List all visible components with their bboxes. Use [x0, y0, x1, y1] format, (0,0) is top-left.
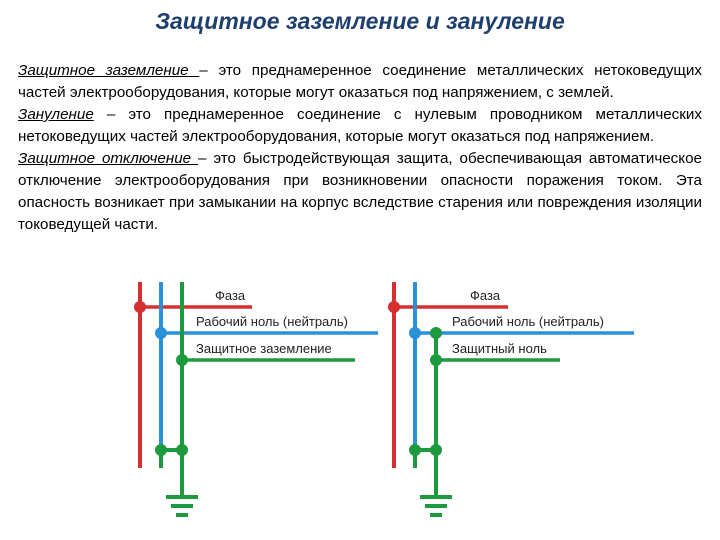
definition-zeroing [18, 104, 702, 148]
term-shutdown: Защитное отключение [18, 150, 198, 167]
term-grounding: Защитное заземление [18, 62, 200, 79]
definitions-text [18, 60, 702, 236]
label-phase: Фаза [215, 288, 246, 303]
term-zeroing: Зануление [18, 106, 94, 123]
diagram-grounding [134, 282, 378, 515]
diagram-zeroing [388, 282, 634, 515]
definition-grounding-body: – это преднамеренное соединение металлических нетоковедущих частей электрооборудования, которые могут оказаться под напряжением, с землей. [18, 62, 702, 101]
definition-grounding [18, 60, 702, 104]
label-neutral: Рабочий ноль (нейтраль) [196, 314, 348, 329]
label-protective: Защитный ноль [452, 341, 547, 356]
definition-shutdown-body: – это быстродействующая защита, обеспечивающая автоматическое отключение электрооборудования при возникновении опасности поражения током. Эта опасность возникает при замыкании на корпус вследствие старения или повреждения изоляции токоведущей части. [18, 150, 702, 233]
neutral-junction-dot [155, 327, 167, 339]
ground-junction-dot-1 [409, 444, 421, 456]
definition-zeroing-body: – это преднамеренное соединение с нулевым проводником металлических нетоковедущих частей электрооборудования, которые могут оказаться под напряжением. [18, 106, 702, 145]
protective-junction-dot [176, 354, 188, 366]
definition-shutdown [18, 148, 702, 236]
phase-junction-dot [134, 301, 146, 313]
label-protective: Защитное заземление [196, 341, 332, 356]
ground-symbol-icon [166, 497, 198, 515]
ground-junction-dot-2 [430, 444, 442, 456]
ground-junction-dot-1 [155, 444, 167, 456]
neutral-junction-dot [409, 327, 421, 339]
zero-link-dot-top [430, 327, 442, 339]
wiring-diagrams [0, 275, 720, 540]
label-neutral: Рабочий ноль (нейтраль) [452, 314, 604, 329]
ground-junction-dot-2 [176, 444, 188, 456]
ground-symbol-icon [420, 497, 452, 515]
phase-junction-dot [388, 301, 400, 313]
page-title: Защитное заземление и зануление [155, 8, 565, 34]
protective-junction-dot [430, 354, 442, 366]
label-phase: Фаза [470, 288, 501, 303]
